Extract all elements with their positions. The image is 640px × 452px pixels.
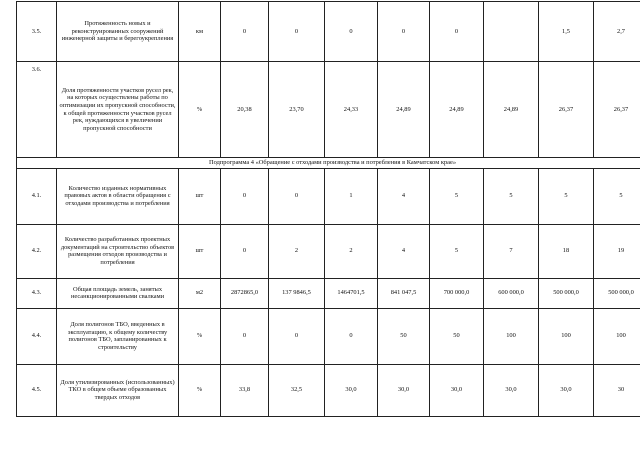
row-number: 4.3. <box>17 278 57 308</box>
value-cell: 0 <box>269 308 325 364</box>
indicator-name: Протяженность новых и реконструированных сооружений инженерной защиты и берегоукрепления <box>57 2 179 62</box>
unit-cell: % <box>179 364 221 416</box>
unit-cell: км <box>179 2 221 62</box>
value-cell: 0 <box>378 2 430 62</box>
value-cell: 2872865,0 <box>221 278 269 308</box>
value-cell: 0 <box>269 168 325 224</box>
value-cell: 23,70 <box>269 62 325 158</box>
value-cell: 30,0 <box>325 364 378 416</box>
value-cell: 30,0 <box>484 364 539 416</box>
value-cell: 0 <box>325 2 378 62</box>
unit-cell: % <box>179 308 221 364</box>
unit-cell: шт <box>179 168 221 224</box>
indicator-name: Доля протяженности участков русел рек, на которых осуществлены работы по оптимизации их пропускной способности, к общей протяженности участков русел рек, нуждающихся в увеличении пропускной способности <box>57 62 179 158</box>
value-cell: 5 <box>430 224 484 278</box>
value-cell: 100 <box>539 308 594 364</box>
value-cell: 0 <box>430 2 484 62</box>
row-number: 3.5. <box>17 2 57 62</box>
value-cell: 2 <box>325 224 378 278</box>
indicator-name: Доля утилизированных (использованных) ТКО в общем объеме образованных твердых отходов <box>57 364 179 416</box>
indicator-name: Общая площадь земель, занятых несанкционированными свалками <box>57 278 179 308</box>
value-cell: 5 <box>430 168 484 224</box>
value-cell: 137 9846,5 <box>269 278 325 308</box>
value-cell: 500 000,0 <box>539 278 594 308</box>
value-cell: 24,89 <box>378 62 430 158</box>
table-row <box>17 168 640 224</box>
row-number: 4.5. <box>17 364 57 416</box>
value-cell: 30,0 <box>539 364 594 416</box>
value-cell: 19 <box>594 224 640 278</box>
value-cell: 600 000,0 <box>484 278 539 308</box>
value-cell: 500 000,0 <box>594 278 640 308</box>
value-cell: 0 <box>221 168 269 224</box>
value-cell: 24,33 <box>325 62 378 158</box>
row-number: 3.6. <box>17 62 57 158</box>
value-cell: 26,37 <box>594 62 640 158</box>
value-cell: 4 <box>378 168 430 224</box>
table-row <box>17 364 640 416</box>
value-cell: 7 <box>484 224 539 278</box>
value-cell: 30,0 <box>378 364 430 416</box>
value-cell: 841 047,5 <box>378 278 430 308</box>
value-cell: 30 <box>594 364 640 416</box>
value-cell: 1464701,5 <box>325 278 378 308</box>
value-cell: 2,7 <box>594 2 640 62</box>
value-cell: 24,89 <box>484 62 539 158</box>
subprogram-title: Подпрограмма 4 «Обращение с отходами производства и потребления в Камчатском крае» <box>17 158 640 169</box>
subprogram-row <box>17 158 640 169</box>
value-cell: 24,89 <box>430 62 484 158</box>
value-cell: 2 <box>269 224 325 278</box>
value-cell <box>484 2 539 62</box>
value-cell: 5 <box>539 168 594 224</box>
value-cell: 0 <box>325 308 378 364</box>
indicator-name: Доля полигонов ТБО, введенных в эксплуатацию, к общему количеству полигонов ТБО, запланированных к строительству <box>57 308 179 364</box>
value-cell: 33,8 <box>221 364 269 416</box>
value-cell: 0 <box>221 308 269 364</box>
value-cell: 5 <box>484 168 539 224</box>
row-number: 4.4. <box>17 308 57 364</box>
value-cell: 30,0 <box>430 364 484 416</box>
value-cell: 50 <box>430 308 484 364</box>
value-cell: 20,38 <box>221 62 269 158</box>
value-cell: 26,37 <box>539 62 594 158</box>
indicator-name: Количество разработанных проектных документаций на строительство объектов размещения отходов производства и потребления <box>57 224 179 278</box>
value-cell: 18 <box>539 224 594 278</box>
row-number: 4.2. <box>17 224 57 278</box>
indicator-name: Количество изданных нормативных правовых актов в области обращения с отходами производства и потребления <box>57 168 179 224</box>
value-cell: 1,5 <box>539 2 594 62</box>
unit-cell: м2 <box>179 278 221 308</box>
value-cell: 100 <box>594 308 640 364</box>
table-row <box>17 224 640 278</box>
table-row <box>17 308 640 364</box>
value-cell: 50 <box>378 308 430 364</box>
indicator-table <box>16 1 640 417</box>
value-cell: 1 <box>325 168 378 224</box>
table-row <box>17 2 640 62</box>
value-cell: 4 <box>378 224 430 278</box>
table-row <box>17 278 640 308</box>
unit-cell: % <box>179 62 221 158</box>
value-cell: 32,5 <box>269 364 325 416</box>
value-cell: 700 000,0 <box>430 278 484 308</box>
row-number: 4.1. <box>17 168 57 224</box>
unit-cell: шт <box>179 224 221 278</box>
value-cell: 0 <box>221 2 269 62</box>
value-cell: 0 <box>221 224 269 278</box>
value-cell: 100 <box>484 308 539 364</box>
table-row <box>17 62 640 158</box>
value-cell: 0 <box>269 2 325 62</box>
value-cell: 5 <box>594 168 640 224</box>
